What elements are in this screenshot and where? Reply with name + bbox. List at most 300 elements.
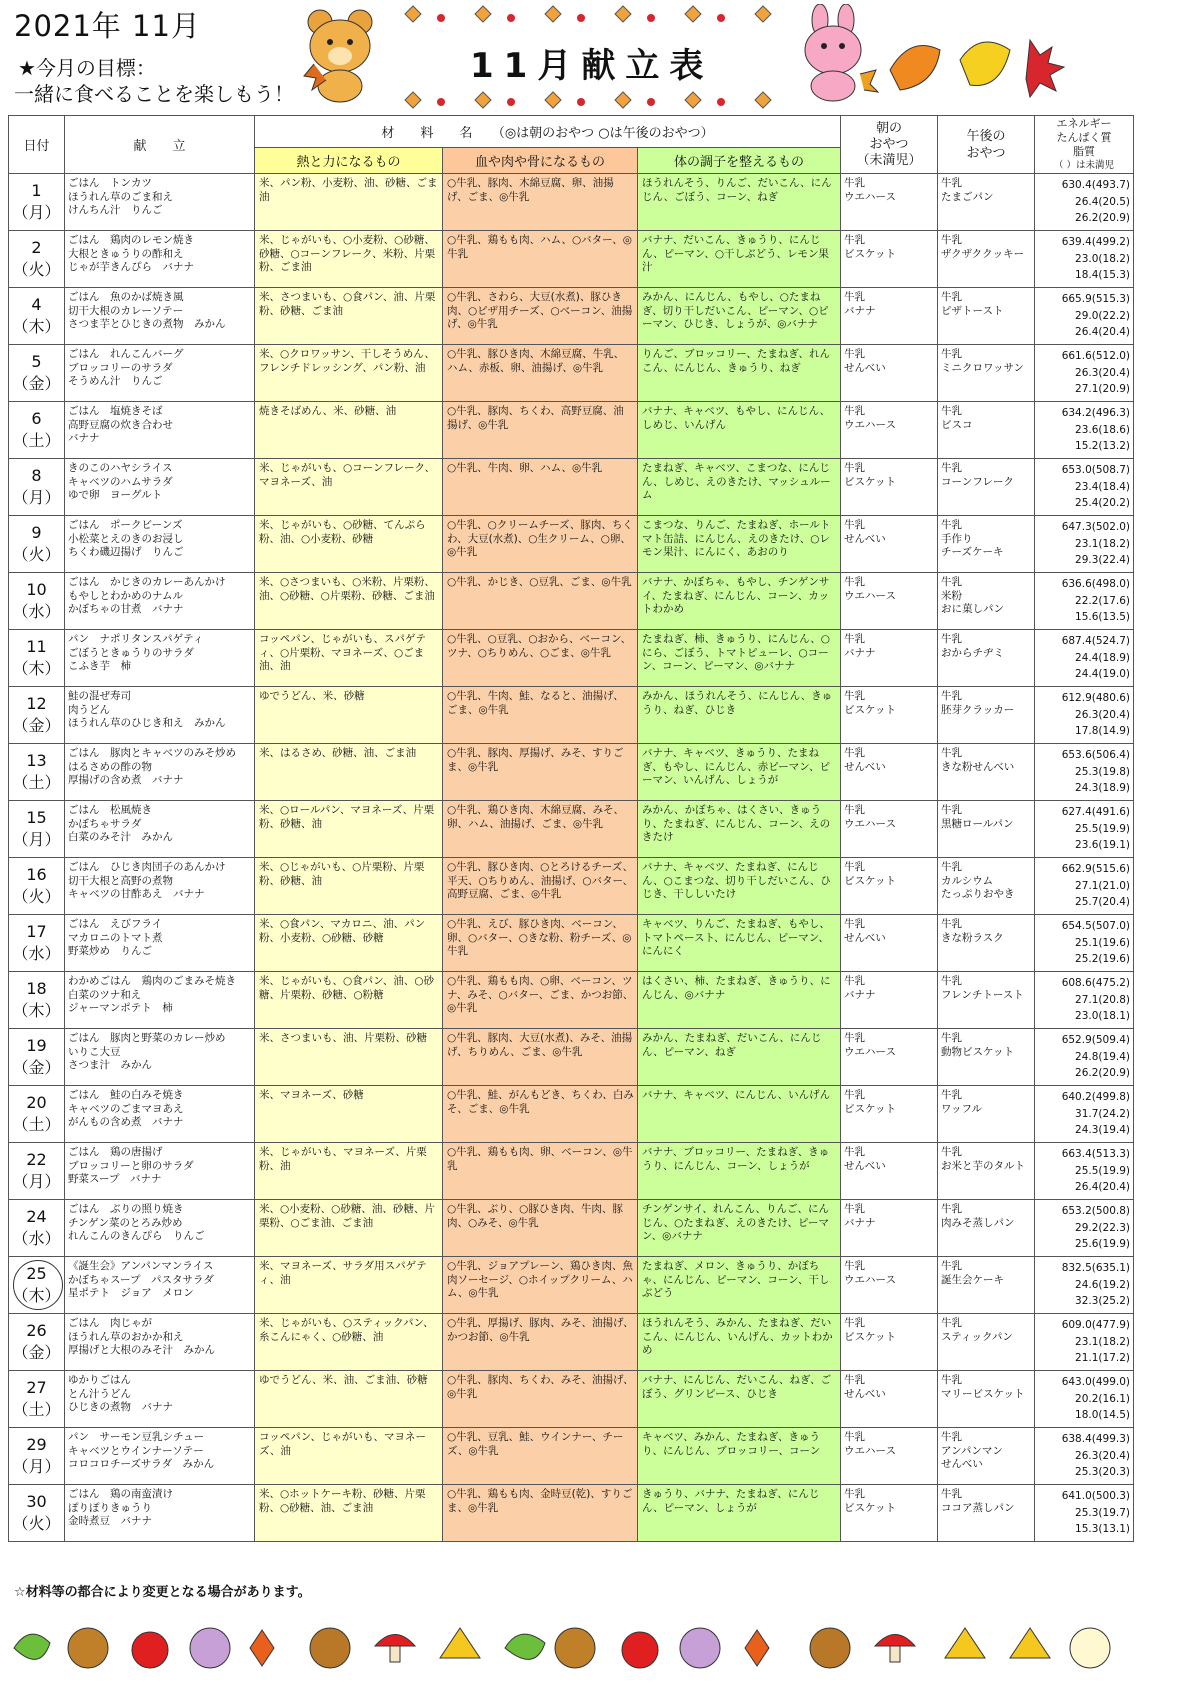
condition-food-cell	[638, 231, 841, 288]
snack-item: 牛乳	[941, 1317, 962, 1329]
fat-value: 24.3(19.4)	[1075, 1124, 1130, 1136]
body-food-cell	[443, 1428, 638, 1485]
body-food-cell	[443, 801, 638, 858]
protein-value: 22.2(17.6)	[1075, 594, 1130, 607]
fat-value: 23.6(19.1)	[1075, 839, 1130, 851]
protein-value: 26.3(20.4)	[1075, 366, 1130, 379]
snack-item: 牛乳	[844, 291, 865, 303]
date-cell	[9, 459, 65, 516]
condition-food-cell-text: バナナ、キャベツ、もやし、にんじん、しめじ、いんげん	[642, 405, 831, 431]
body-food-cell-text: ○牛乳、牛肉、鮭、なると、油揚げ、ごま、◎牛乳	[447, 690, 624, 716]
protein-value: 24.8(19.4)	[1075, 1050, 1130, 1063]
menu-item: わかめごはん 鶏肉のごまみそ焼き	[68, 975, 236, 987]
menu-item: ごはん かじきのカレーあんかけ	[68, 576, 226, 588]
fat-value: 25.7(20.4)	[1075, 896, 1130, 908]
date-cell	[9, 573, 65, 630]
morning-snack-cell	[841, 1200, 938, 1257]
body-food-cell	[443, 1200, 638, 1257]
condition-food-cell-text: たまねぎ、メロン、きゅうり、かぼちゃ、にんじん、ピーマン、コーン、干しぶどう	[642, 1260, 830, 1299]
energy-food-cell	[255, 1086, 443, 1143]
protein-value: 26.4(20.5)	[1075, 195, 1130, 208]
energy-value: 665.9(515.3)	[1061, 293, 1130, 305]
table-row	[9, 516, 1134, 573]
menu-cell	[65, 1257, 255, 1314]
afternoon-snack-cell	[938, 345, 1035, 402]
morning-snack-cell	[841, 1086, 938, 1143]
day-of-week: （火）	[12, 545, 61, 564]
day-number: 20	[26, 1093, 47, 1112]
day-number: 8	[31, 466, 42, 485]
body-food-cell	[443, 288, 638, 345]
morning-snack-cell	[841, 288, 938, 345]
snack-item: 手作り	[941, 532, 973, 545]
body-food-cell	[443, 972, 638, 1029]
snack-item: きな粉ラスク	[941, 931, 1004, 944]
energy-food-cell-text: ゆでうどん、米、砂糖	[259, 690, 365, 702]
snack-item: ウエハース	[844, 817, 896, 830]
day-of-week: （木）	[12, 1286, 61, 1305]
condition-food-cell	[638, 858, 841, 915]
afternoon-snack-cell	[938, 1086, 1035, 1143]
body-food-cell	[443, 630, 638, 687]
snack-item: ビスケット	[844, 475, 896, 488]
body-food-cell	[443, 1086, 638, 1143]
body-food-cell-text: ○牛乳、○クリームチーズ、豚肉、ちくわ、大豆(水煮)、○生クリーム、○卵、◎牛乳	[447, 519, 633, 558]
body-food-cell-text: ○牛乳、鶏ひき肉、木綿豆腐、みそ、卵、ハム、油揚げ、ごま、◎牛乳	[447, 804, 624, 830]
date-cell	[9, 915, 65, 972]
snack-item: 牛乳	[941, 1203, 962, 1215]
body-food-cell	[443, 345, 638, 402]
energy-food-cell	[255, 1428, 443, 1485]
menu-cell	[65, 1029, 255, 1086]
snack-item: ココア蒸しパン	[941, 1501, 1015, 1514]
energy-value: 663.4(513.3)	[1061, 1148, 1130, 1160]
afternoon-snack-cell	[938, 744, 1035, 801]
energy-food-cell-text: 米、じゃがいも、○砂糖、てんぷら粉、油、○小麦粉、砂糖	[259, 519, 426, 545]
header-date: 日付	[9, 116, 65, 174]
date-cell	[9, 345, 65, 402]
menu-item: パン サーモン豆乳シチュー	[68, 1431, 205, 1443]
menu-item: ブロッコリーのサラダ	[68, 361, 173, 374]
condition-food-cell-text: みかん、かぼちゃ、はくさい、きゅうり、たまねぎ、にんじん、コーン、えのきたけ	[642, 804, 831, 843]
menu-item: ほうれん草のおかか和え	[68, 1330, 184, 1343]
body-food-cell-text: ○牛乳、厚揚げ、豚肉、みそ、油揚げ、かつお節、◎牛乳	[447, 1317, 634, 1343]
snack-item: マリービスケット	[941, 1387, 1025, 1400]
protein-value: 27.1(21.0)	[1075, 879, 1130, 892]
snack-item: 牛乳	[941, 861, 962, 873]
energy-value: 832.5(635.1)	[1061, 1262, 1130, 1274]
menu-cell	[65, 1200, 255, 1257]
menu-cell	[65, 1485, 255, 1542]
snack-item: 動物ビスケット	[941, 1045, 1014, 1058]
menu-item: けんちん汁 りんご	[68, 204, 163, 216]
energy-food-cell	[255, 744, 443, 801]
morning-snack-cell	[841, 1428, 938, 1485]
menu-item: 小松菜とえのきのお浸し	[68, 532, 184, 545]
condition-food-cell	[638, 174, 841, 231]
morning-snack-cell	[841, 402, 938, 459]
menu-item: さつま芋とひじきの煮物 みかん	[68, 318, 226, 330]
day-number: 1	[31, 181, 42, 200]
menu-item: ブロッコリーと卵のサラダ	[68, 1159, 194, 1172]
energy-food-cell-text: 米、○食パン、マカロニ、油、パン粉、小麦粉、○砂糖、砂糖	[259, 918, 426, 944]
menu-item: ごはん 豚肉と野菜のカレー炒め	[68, 1032, 226, 1044]
protein-value: 26.3(20.4)	[1075, 708, 1130, 721]
day-number: 17	[26, 922, 47, 941]
energy-food-cell-text: 米、マヨネーズ、砂糖	[259, 1089, 364, 1101]
fat-value: 29.3(22.4)	[1075, 554, 1130, 566]
fat-value: 24.4(19.0)	[1075, 668, 1130, 680]
snack-item: 黒糖ロールパン	[941, 817, 1014, 830]
energy-value: 653.0(508.7)	[1061, 464, 1130, 476]
rabbit-mascot-icon	[790, 4, 880, 104]
protein-value: 23.6(18.6)	[1075, 423, 1130, 436]
energy-value: 627.4(491.6)	[1061, 806, 1130, 818]
menu-cell	[65, 744, 255, 801]
day-of-week: （月）	[12, 1457, 61, 1476]
afternoon-snack-cell	[938, 858, 1035, 915]
menu-item: キャベツの甘酢あえ バナナ	[68, 888, 205, 900]
day-number: 9	[31, 523, 42, 542]
snack-item: ワッフル	[941, 1102, 983, 1115]
table-row	[9, 1086, 1134, 1143]
energy-value: 661.6(512.0)	[1061, 350, 1130, 362]
energy-value: 639.4(499.2)	[1061, 236, 1130, 248]
morning-snack-cell	[841, 1314, 938, 1371]
snack-item: せんべい	[844, 760, 886, 773]
morning-snack-cell	[841, 972, 938, 1029]
snack-item: 牛乳	[941, 804, 962, 816]
snack-item: せんべい	[844, 1159, 886, 1172]
menu-cell	[65, 801, 255, 858]
menu-cell	[65, 231, 255, 288]
nutrition-cell	[1035, 1314, 1134, 1371]
snack-item: 牛乳	[844, 1374, 865, 1386]
nutrition-cell	[1035, 573, 1134, 630]
table-row	[9, 1485, 1134, 1542]
afternoon-snack-cell	[938, 402, 1035, 459]
day-of-week: （土）	[12, 431, 61, 450]
snack-item: 牛乳	[941, 576, 962, 588]
table-row	[9, 573, 1134, 630]
snack-item: せんべい	[844, 361, 886, 374]
menu-cell	[65, 1143, 255, 1200]
condition-food-cell	[638, 915, 841, 972]
day-number: 25	[26, 1264, 47, 1283]
day-of-week: （木）	[12, 1001, 61, 1020]
snack-item: 牛乳	[941, 1431, 962, 1443]
morning-snack-cell	[841, 1371, 938, 1428]
menu-cell	[65, 345, 255, 402]
energy-food-cell-text: コッペパン、じゃがいも、スパゲティ、○片栗粉、マヨネーズ、○ごま油、油	[259, 633, 426, 672]
header-menu: 献 立	[65, 116, 255, 174]
day-number: 24	[26, 1207, 47, 1226]
afternoon-snack-cell	[938, 1029, 1035, 1086]
fat-value: 18.0(14.5)	[1075, 1409, 1130, 1421]
day-of-week: （土）	[12, 1400, 61, 1419]
menu-item: 厚揚げと大根のみそ汁 みかん	[68, 1344, 215, 1356]
snack-item: ビスコ	[941, 418, 973, 431]
fat-value: 23.0(18.1)	[1075, 1010, 1130, 1022]
header-ingredients: 材 料 名 （◎は朝のおやつ ○は午後のおやつ）	[255, 116, 841, 148]
snack-item: チーズケーキ	[941, 546, 1004, 558]
table-row	[9, 801, 1134, 858]
energy-food-cell	[255, 345, 443, 402]
afternoon-snack-cell	[938, 516, 1035, 573]
nutrition-cell	[1035, 459, 1134, 516]
snack-item: ビスケット	[844, 1330, 896, 1343]
condition-food-cell	[638, 630, 841, 687]
snack-item: せんべい	[844, 931, 886, 944]
snack-item: バナナ	[844, 304, 876, 317]
morning-snack-cell	[841, 459, 938, 516]
condition-food-cell-text: バナナ、ブロッコリー、たまねぎ、きゅうり、にんじん、コーン、しょうが	[642, 1146, 830, 1172]
day-number: 29	[26, 1435, 47, 1454]
condition-food-cell-text: バナナ、キャベツ、にんじん、いんげん	[642, 1089, 831, 1101]
snack-item: 牛乳	[941, 234, 962, 246]
energy-food-cell-text: 米、○ホットケーキ粉、砂糖、片栗粉、○砂糖、油、ごま油	[259, 1488, 426, 1514]
day-number: 16	[26, 865, 47, 884]
header-energy-food: 熱と力になるもの	[255, 148, 443, 174]
table-row	[9, 1200, 1134, 1257]
fat-value: 25.2(19.6)	[1075, 953, 1130, 965]
date-cell	[9, 687, 65, 744]
table-row	[9, 858, 1134, 915]
condition-food-cell-text: バナナ、キャベツ、きゅうり、たまねぎ、もやし、にんじん、赤ピーマン、ピーマン、いんげん、しょうが	[642, 747, 830, 786]
snack-item: フレンチトースト	[941, 988, 1024, 1001]
snack-item: 牛乳	[941, 690, 962, 702]
menu-item: ごはん ぶりの照り焼き	[68, 1203, 184, 1215]
snack-item: 牛乳	[941, 1488, 962, 1500]
snack-item: ウエハース	[844, 589, 896, 602]
energy-food-cell	[255, 1143, 443, 1200]
snack-item: カルシウム	[941, 874, 994, 887]
body-food-cell	[443, 459, 638, 516]
date-cell	[9, 1143, 65, 1200]
date-cell	[9, 630, 65, 687]
snack-item: 肉みそ蒸しパン	[941, 1216, 1015, 1229]
day-of-week: （土）	[12, 1115, 61, 1134]
energy-value: 687.4(524.7)	[1061, 635, 1130, 647]
energy-food-cell	[255, 573, 443, 630]
menu-item: 厚揚げの含め煮 バナナ	[68, 774, 184, 786]
condition-food-cell	[638, 1371, 841, 1428]
fat-value: 25.4(20.2)	[1075, 497, 1130, 509]
header-condition-food: 体の調子を整えるもの	[638, 148, 841, 174]
menu-item: ごはん トンカツ	[68, 177, 152, 189]
menu-item: マカロニのトマト煮	[68, 931, 163, 944]
menu-cell	[65, 858, 255, 915]
condition-food-cell-text: バナナ、かぼちゃ、もやし、チンゲンサイ、たまねぎ、にんじん、コーン、カットわかめ	[642, 576, 830, 615]
morning-snack-cell	[841, 345, 938, 402]
menu-item: とん汁うどん	[68, 1387, 131, 1400]
fat-value: 27.1(20.9)	[1075, 383, 1130, 395]
energy-food-cell	[255, 231, 443, 288]
condition-food-cell	[638, 1314, 841, 1371]
condition-food-cell-text: たまねぎ、キャベツ、こまつな、にんじん、しめじ、えのきたけ、マッシュルーム	[642, 462, 831, 501]
snack-item: アンパンマン	[941, 1444, 1003, 1457]
afternoon-snack-cell	[938, 1143, 1035, 1200]
date-cell	[9, 972, 65, 1029]
snack-item: 誕生会ケーキ	[941, 1273, 1004, 1286]
energy-value: 640.2(499.8)	[1061, 1091, 1130, 1103]
condition-food-cell	[638, 972, 841, 1029]
energy-food-cell	[255, 1314, 443, 1371]
nutrition-cell	[1035, 1371, 1134, 1428]
table-row	[9, 1314, 1134, 1371]
menu-item: 野菜スープ バナナ	[68, 1173, 162, 1185]
day-of-week: （火）	[12, 887, 61, 906]
energy-value: 662.9(515.6)	[1061, 863, 1130, 875]
snack-item: 牛乳	[844, 234, 865, 246]
date-cell	[9, 1257, 65, 1314]
snack-item: ウエハース	[844, 418, 896, 431]
nutrition-cell	[1035, 1485, 1134, 1542]
condition-food-cell-text: チンゲンサイ、れんこん、りんご、にんじん、○たまねぎ、えのきたけ、ピーマン、◎バナナ	[642, 1203, 830, 1242]
condition-food-cell	[638, 345, 841, 402]
protein-value: 25.5(19.9)	[1075, 1164, 1130, 1177]
energy-value: 653.2(500.8)	[1061, 1205, 1130, 1217]
condition-food-cell	[638, 516, 841, 573]
nutrition-cell	[1035, 1200, 1134, 1257]
body-food-cell	[443, 1314, 638, 1371]
date-cell	[9, 1200, 65, 1257]
menu-item: 野菜炒め りんご	[68, 945, 152, 957]
body-food-cell-text: ○牛乳、ジョアプレーン、鶏ひき肉、魚肉ソーセージ、○ホイップクリーム、ハム、◎牛乳	[447, 1260, 633, 1299]
menu-item: ごはん 鶏の唐揚げ	[68, 1146, 163, 1158]
date-cell	[9, 801, 65, 858]
energy-food-cell-text: 米、じゃがいも、マヨネーズ、片栗粉、油	[259, 1146, 427, 1172]
menu-item: 《誕生会》アンパンマンライス	[68, 1260, 214, 1272]
day-number: 15	[26, 808, 47, 827]
afternoon-snack-cell	[938, 1200, 1035, 1257]
snack-item: ビスケット	[844, 247, 896, 260]
day-of-week: （木）	[12, 659, 61, 678]
nutrition-cell	[1035, 1428, 1134, 1485]
menu-item: ゆで卵 ヨーグルト	[68, 489, 163, 501]
body-food-cell-text: ○牛乳、豚肉、大豆(水煮)、みそ、油揚げ、ちりめん、ごま、◎牛乳	[447, 1032, 633, 1058]
condition-food-cell	[638, 402, 841, 459]
condition-food-cell-text: みかん、たまねぎ、だいこん、にんじん、ピーマン、ねぎ	[642, 1032, 822, 1058]
energy-food-cell	[255, 1485, 443, 1542]
snack-item: せんべい	[941, 1458, 983, 1470]
nutrition-cell	[1035, 915, 1134, 972]
condition-food-cell	[638, 801, 841, 858]
table-row	[9, 687, 1134, 744]
body-food-cell	[443, 744, 638, 801]
day-number: 11	[26, 637, 47, 656]
snack-item: 牛乳	[844, 519, 865, 531]
menu-item: キャベツとウインナーソテー	[68, 1444, 204, 1457]
energy-value: 630.4(493.7)	[1061, 179, 1130, 191]
menu-item: こふき芋 柿	[68, 660, 131, 672]
menu-item: ごはん 魚のかば焼き風	[68, 291, 184, 303]
day-number: 19	[26, 1036, 47, 1055]
snack-item: ビスケット	[844, 874, 896, 887]
body-food-cell-text: ○牛乳、鶏もも肉、卵、ベーコン、◎牛乳	[447, 1146, 633, 1172]
energy-value: 647.3(502.0)	[1061, 521, 1130, 533]
condition-food-cell	[638, 687, 841, 744]
body-food-cell	[443, 687, 638, 744]
afternoon-snack-cell	[938, 687, 1035, 744]
snack-item: コーンフレーク	[941, 475, 1014, 488]
table-row	[9, 972, 1134, 1029]
table-row	[9, 1257, 1134, 1314]
menu-item: チンゲン菜のとろみ炒め	[68, 1216, 183, 1229]
energy-food-cell-text: 米、じゃがいも、○小麦粉、○砂糖、砂糖、○コーンフレーク、米粉、片栗粉、ごま油	[259, 234, 436, 273]
snack-item: 牛乳	[844, 918, 865, 930]
day-number: 6	[31, 409, 42, 428]
menu-item: 肉うどん	[68, 703, 110, 716]
day-of-week: （金）	[12, 716, 61, 735]
energy-value: 609.0(477.9)	[1061, 1319, 1130, 1331]
footer-illustrations-icon	[0, 1618, 1194, 1678]
body-food-cell	[443, 1257, 638, 1314]
menu-item: じゃが芋きんぴら バナナ	[68, 261, 194, 273]
menu-item: ごはん 肉じゃが	[68, 1317, 152, 1329]
nutrition-cell	[1035, 801, 1134, 858]
menu-item: 切干大根のカレーソテー	[68, 304, 184, 317]
snack-item: ザクザククッキー	[941, 247, 1025, 260]
menu-item: かぼちゃサラダ	[68, 817, 142, 830]
snack-item: きな粉せんべい	[941, 760, 1015, 773]
table-row	[9, 288, 1134, 345]
morning-snack-cell	[841, 858, 938, 915]
nutrition-cell	[1035, 345, 1134, 402]
day-of-week: （水）	[12, 602, 61, 621]
protein-value: 23.1(18.2)	[1075, 537, 1130, 550]
morning-snack-cell	[841, 1485, 938, 1542]
body-food-cell	[443, 231, 638, 288]
menu-item: キャベツのごまマヨあえ	[68, 1102, 184, 1115]
page-title: 11月献立表	[470, 46, 714, 86]
menu-cell	[65, 1314, 255, 1371]
protein-value: 25.1(19.6)	[1075, 936, 1130, 949]
energy-food-cell	[255, 459, 443, 516]
day-of-week: （金）	[12, 1058, 61, 1077]
condition-food-cell-text: きゅうり、バナナ、たまねぎ、にんじん、ピーマン、しょうが	[642, 1488, 820, 1514]
date-cell	[9, 1029, 65, 1086]
day-number: 26	[26, 1321, 47, 1340]
table-row	[9, 231, 1134, 288]
protein-value: 26.3(20.4)	[1075, 1449, 1130, 1462]
afternoon-snack-cell	[938, 459, 1035, 516]
menu-cell	[65, 573, 255, 630]
snack-item: 牛乳	[941, 462, 962, 474]
nutrition-cell	[1035, 1029, 1134, 1086]
protein-value: 24.4(18.9)	[1075, 651, 1130, 664]
snack-item: 牛乳	[941, 747, 962, 759]
protein-value: 25.5(19.9)	[1075, 822, 1130, 835]
body-food-cell	[443, 1485, 638, 1542]
body-food-cell	[443, 858, 638, 915]
energy-food-cell-text: 米、じゃがいも、○コーンフレーク、マヨネーズ、油	[259, 462, 436, 488]
day-of-week: （土）	[12, 773, 61, 792]
menu-item: バナナ	[68, 432, 100, 444]
morning-snack-cell	[841, 687, 938, 744]
body-food-cell	[443, 1371, 638, 1428]
energy-value: 608.6(475.2)	[1061, 977, 1130, 989]
snack-item: 牛乳	[941, 1032, 962, 1044]
protein-value: 20.2(16.1)	[1075, 1392, 1130, 1405]
snack-item: 牛乳	[844, 633, 865, 645]
energy-food-cell	[255, 858, 443, 915]
nutrition-cell	[1035, 1257, 1134, 1314]
menu-item: ごはん ひじき肉団子のあんかけ	[68, 861, 226, 873]
menu-item: ごはん 松風焼き	[68, 804, 152, 816]
nutrition-cell	[1035, 972, 1134, 1029]
snack-item: たまごパン	[941, 190, 994, 203]
